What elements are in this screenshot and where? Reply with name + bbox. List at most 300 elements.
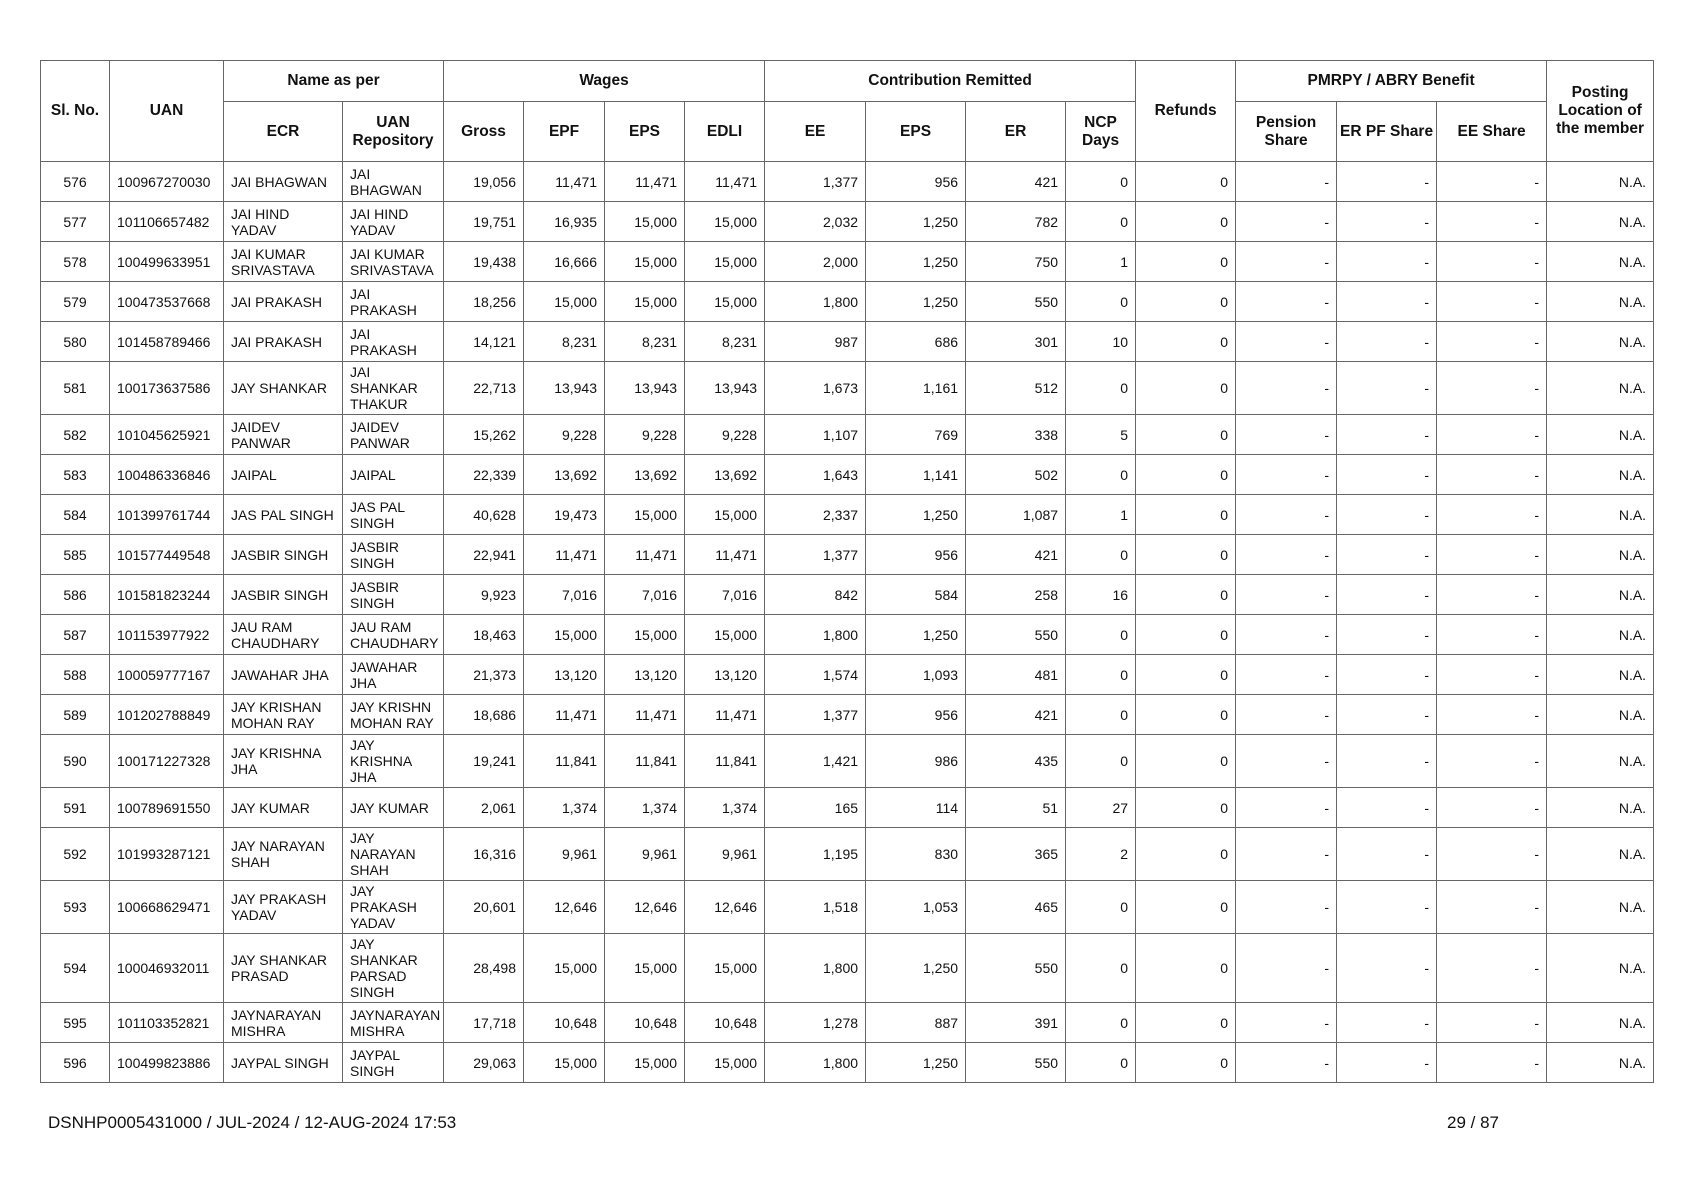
cell-ee: 2,000 — [765, 242, 866, 282]
cell-er-pf-share: - — [1337, 242, 1437, 282]
cell-uan-repository-name: JAWAHAR JHA — [343, 655, 444, 695]
cell-sl-no: 596 — [41, 1043, 110, 1083]
cell-ee: 987 — [765, 322, 866, 362]
cell-contribution-eps: 686 — [866, 322, 966, 362]
cell-refunds: 0 — [1136, 788, 1236, 828]
cell-gross: 19,241 — [444, 735, 524, 788]
cell-uan: 101581823244 — [110, 575, 224, 615]
cell-contribution-eps: 1,250 — [866, 282, 966, 322]
cell-ecr-name: JAI BHAGWAN — [224, 162, 343, 202]
cell-ee: 1,278 — [765, 1003, 866, 1043]
cell-contribution-eps: 1,250 — [866, 495, 966, 535]
cell-ee-share: - — [1437, 655, 1547, 695]
table-row — [41, 322, 1654, 362]
cell-er-pf-share: - — [1337, 162, 1437, 202]
cell-refunds: 0 — [1136, 495, 1236, 535]
cell-sl-no: 591 — [41, 788, 110, 828]
cell-er: 391 — [966, 1003, 1066, 1043]
cell-sl-no: 587 — [41, 615, 110, 655]
cell-posting-location: N.A. — [1547, 202, 1654, 242]
cell-contribution-eps: 1,141 — [866, 455, 966, 495]
cell-pension-share: - — [1236, 615, 1337, 655]
header-uan: UAN — [110, 61, 224, 162]
cell-eps: 11,471 — [605, 535, 685, 575]
cell-eps: 10,648 — [605, 1003, 685, 1043]
cell-er-pf-share: - — [1337, 202, 1437, 242]
cell-sl-no: 576 — [41, 162, 110, 202]
cell-gross: 19,751 — [444, 202, 524, 242]
cell-pension-share: - — [1236, 695, 1337, 735]
header-gross: Gross — [444, 102, 524, 162]
cell-eps: 7,016 — [605, 575, 685, 615]
cell-uan: 100499633951 — [110, 242, 224, 282]
cell-refunds: 0 — [1136, 202, 1236, 242]
table-row — [41, 881, 1654, 934]
cell-epf: 11,471 — [524, 695, 605, 735]
cell-contribution-eps: 1,250 — [866, 615, 966, 655]
cell-posting-location: N.A. — [1547, 322, 1654, 362]
cell-uan: 100059777167 — [110, 655, 224, 695]
cell-ee-share: - — [1437, 535, 1547, 575]
cell-ecr-name: JAY KUMAR — [224, 788, 343, 828]
cell-pension-share: - — [1236, 655, 1337, 695]
table-row — [41, 455, 1654, 495]
cell-refunds: 0 — [1136, 242, 1236, 282]
cell-er: 782 — [966, 202, 1066, 242]
cell-refunds: 0 — [1136, 695, 1236, 735]
cell-edli: 13,120 — [685, 655, 765, 695]
cell-er-pf-share: - — [1337, 934, 1437, 1003]
cell-gross: 16,316 — [444, 828, 524, 881]
cell-refunds: 0 — [1136, 162, 1236, 202]
cell-gross: 29,063 — [444, 1043, 524, 1083]
cell-ee: 1,518 — [765, 881, 866, 934]
cell-edli: 9,228 — [685, 415, 765, 455]
cell-eps: 12,646 — [605, 881, 685, 934]
cell-edli: 9,961 — [685, 828, 765, 881]
cell-eps: 15,000 — [605, 495, 685, 535]
cell-er: 750 — [966, 242, 1066, 282]
cell-contribution-eps: 1,250 — [866, 242, 966, 282]
cell-refunds: 0 — [1136, 934, 1236, 1003]
cell-posting-location: N.A. — [1547, 575, 1654, 615]
cell-contribution-eps: 1,053 — [866, 881, 966, 934]
cell-pension-share: - — [1236, 535, 1337, 575]
cell-gross: 9,923 — [444, 575, 524, 615]
cell-er: 51 — [966, 788, 1066, 828]
cell-sl-no: 577 — [41, 202, 110, 242]
cell-epf: 13,692 — [524, 455, 605, 495]
cell-uan-repository-name: JAYPAL SINGH — [343, 1043, 444, 1083]
cell-gross: 17,718 — [444, 1003, 524, 1043]
cell-ecr-name: JAI PRAKASH — [224, 282, 343, 322]
header-uan-repository: UAN Repository — [343, 102, 444, 162]
cell-ncp-days: 1 — [1066, 242, 1136, 282]
cell-posting-location: N.A. — [1547, 934, 1654, 1003]
cell-ecr-name: JAU RAM CHAUDHARY — [224, 615, 343, 655]
cell-ee-share: - — [1437, 202, 1547, 242]
cell-contribution-eps: 986 — [866, 735, 966, 788]
header-contribution-eps: EPS — [866, 102, 966, 162]
cell-ee-share: - — [1437, 495, 1547, 535]
cell-gross: 22,713 — [444, 362, 524, 415]
cell-ee: 1,673 — [765, 362, 866, 415]
cell-edli: 11,471 — [685, 695, 765, 735]
cell-gross: 18,686 — [444, 695, 524, 735]
header-er: ER — [966, 102, 1066, 162]
cell-er-pf-share: - — [1337, 695, 1437, 735]
cell-posting-location: N.A. — [1547, 362, 1654, 415]
cell-er: 421 — [966, 162, 1066, 202]
cell-er: 1,087 — [966, 495, 1066, 535]
cell-pension-share: - — [1236, 1043, 1337, 1083]
cell-ecr-name: JASBIR SINGH — [224, 575, 343, 615]
cell-ee-share: - — [1437, 415, 1547, 455]
table-row — [41, 655, 1654, 695]
cell-eps: 9,228 — [605, 415, 685, 455]
cell-ee: 1,377 — [765, 695, 866, 735]
cell-ee-share: - — [1437, 242, 1547, 282]
cell-pension-share: - — [1236, 881, 1337, 934]
cell-contribution-eps: 1,093 — [866, 655, 966, 695]
cell-pension-share: - — [1236, 788, 1337, 828]
cell-pension-share: - — [1236, 495, 1337, 535]
cell-refunds: 0 — [1136, 615, 1236, 655]
cell-ecr-name: JAIPAL — [224, 455, 343, 495]
header-ncp-days: NCP Days — [1066, 102, 1136, 162]
cell-pension-share: - — [1236, 162, 1337, 202]
cell-contribution-eps: 1,250 — [866, 934, 966, 1003]
cell-posting-location: N.A. — [1547, 1003, 1654, 1043]
document-id: DSNHP0005431000 / JUL-2024 / 12-AUG-2024 17:53 — [48, 1113, 457, 1132]
cell-er-pf-share: - — [1337, 655, 1437, 695]
cell-eps: 11,841 — [605, 735, 685, 788]
cell-posting-location: N.A. — [1547, 535, 1654, 575]
cell-uan: 100499823886 — [110, 1043, 224, 1083]
cell-uan-repository-name: JAY NARAYAN SHAH — [343, 828, 444, 881]
cell-uan: 100173637586 — [110, 362, 224, 415]
cell-sl-no: 588 — [41, 655, 110, 695]
cell-er: 550 — [966, 934, 1066, 1003]
cell-uan: 100789691550 — [110, 788, 224, 828]
cell-eps: 11,471 — [605, 162, 685, 202]
cell-uan: 101458789466 — [110, 322, 224, 362]
cell-posting-location: N.A. — [1547, 242, 1654, 282]
header-ee: EE — [765, 102, 866, 162]
cell-pension-share: - — [1236, 322, 1337, 362]
cell-uan: 100668629471 — [110, 881, 224, 934]
cell-uan-repository-name: JAIDEV PANWAR — [343, 415, 444, 455]
cell-ee-share: - — [1437, 788, 1547, 828]
cell-uan: 101045625921 — [110, 415, 224, 455]
cell-sl-no: 579 — [41, 282, 110, 322]
cell-ecr-name: JAY NARAYAN SHAH — [224, 828, 343, 881]
cell-epf: 12,646 — [524, 881, 605, 934]
contribution-table — [40, 60, 1654, 1083]
cell-eps: 13,120 — [605, 655, 685, 695]
cell-ncp-days: 0 — [1066, 282, 1136, 322]
table-row — [41, 162, 1654, 202]
header-edli: EDLI — [685, 102, 765, 162]
cell-contribution-eps: 769 — [866, 415, 966, 455]
cell-er: 550 — [966, 615, 1066, 655]
cell-uan-repository-name: JAS PAL SINGH — [343, 495, 444, 535]
cell-sl-no: 584 — [41, 495, 110, 535]
cell-ncp-days: 1 — [1066, 495, 1136, 535]
cell-ecr-name: JAY SHANKAR PRASAD — [224, 934, 343, 1003]
cell-ee-share: - — [1437, 322, 1547, 362]
cell-ecr-name: JAIDEV PANWAR — [224, 415, 343, 455]
table-row — [41, 242, 1654, 282]
cell-er: 421 — [966, 535, 1066, 575]
cell-er-pf-share: - — [1337, 322, 1437, 362]
cell-ncp-days: 0 — [1066, 695, 1136, 735]
cell-edli: 11,841 — [685, 735, 765, 788]
table-body — [41, 162, 1654, 1083]
cell-er-pf-share: - — [1337, 362, 1437, 415]
table-row — [41, 535, 1654, 575]
cell-refunds: 0 — [1136, 1043, 1236, 1083]
page-number: 29 / 87 — [1447, 1113, 1499, 1132]
cell-posting-location: N.A. — [1547, 881, 1654, 934]
header-name-as-per: Name as per — [224, 61, 444, 102]
cell-epf: 16,666 — [524, 242, 605, 282]
header-sl-no: Sl. No. — [41, 61, 110, 162]
cell-contribution-eps: 887 — [866, 1003, 966, 1043]
cell-ee: 1,377 — [765, 162, 866, 202]
cell-sl-no: 594 — [41, 934, 110, 1003]
cell-ncp-days: 16 — [1066, 575, 1136, 615]
cell-ecr-name: JAY PRAKASH YADAV — [224, 881, 343, 934]
cell-gross: 2,061 — [444, 788, 524, 828]
table-row — [41, 828, 1654, 881]
cell-refunds: 0 — [1136, 655, 1236, 695]
cell-eps: 13,692 — [605, 455, 685, 495]
cell-sl-no: 582 — [41, 415, 110, 455]
cell-refunds: 0 — [1136, 322, 1236, 362]
cell-uan-repository-name: JAY SHANKAR PARSAD SINGH — [343, 934, 444, 1003]
cell-ncp-days: 0 — [1066, 1003, 1136, 1043]
cell-er-pf-share: - — [1337, 495, 1437, 535]
cell-eps: 15,000 — [605, 282, 685, 322]
cell-gross: 22,941 — [444, 535, 524, 575]
cell-ncp-days: 0 — [1066, 535, 1136, 575]
cell-ee-share: - — [1437, 455, 1547, 495]
cell-er-pf-share: - — [1337, 282, 1437, 322]
cell-ee-share: - — [1437, 282, 1547, 322]
header-pmrpy-abry: PMRPY / ABRY Benefit — [1236, 61, 1547, 102]
cell-pension-share: - — [1236, 735, 1337, 788]
cell-ncp-days: 0 — [1066, 1043, 1136, 1083]
cell-er-pf-share: - — [1337, 881, 1437, 934]
cell-er-pf-share: - — [1337, 455, 1437, 495]
cell-posting-location: N.A. — [1547, 455, 1654, 495]
cell-refunds: 0 — [1136, 735, 1236, 788]
cell-er: 301 — [966, 322, 1066, 362]
cell-edli: 15,000 — [685, 615, 765, 655]
cell-ee-share: - — [1437, 1003, 1547, 1043]
cell-ee: 1,377 — [765, 535, 866, 575]
table-row — [41, 934, 1654, 1003]
header-pension-share: Pension Share — [1236, 102, 1337, 162]
cell-gross: 18,463 — [444, 615, 524, 655]
cell-ee: 2,032 — [765, 202, 866, 242]
cell-uan-repository-name: JAYNARAYAN MISHRA — [343, 1003, 444, 1043]
cell-ee: 165 — [765, 788, 866, 828]
cell-ncp-days: 0 — [1066, 735, 1136, 788]
cell-edli: 12,646 — [685, 881, 765, 934]
cell-contribution-eps: 114 — [866, 788, 966, 828]
cell-eps: 15,000 — [605, 242, 685, 282]
cell-pension-share: - — [1236, 362, 1337, 415]
cell-epf: 10,648 — [524, 1003, 605, 1043]
cell-posting-location: N.A. — [1547, 415, 1654, 455]
cell-ee: 1,421 — [765, 735, 866, 788]
cell-pension-share: - — [1236, 415, 1337, 455]
cell-ncp-days: 0 — [1066, 362, 1136, 415]
cell-uan-repository-name: JAY KUMAR — [343, 788, 444, 828]
cell-eps: 11,471 — [605, 695, 685, 735]
cell-edli: 15,000 — [685, 495, 765, 535]
table-row — [41, 735, 1654, 788]
cell-edli: 15,000 — [685, 282, 765, 322]
cell-gross: 21,373 — [444, 655, 524, 695]
table-row — [41, 1003, 1654, 1043]
cell-er-pf-share: - — [1337, 1043, 1437, 1083]
cell-sl-no: 592 — [41, 828, 110, 881]
cell-ee: 1,800 — [765, 282, 866, 322]
cell-ncp-days: 0 — [1066, 455, 1136, 495]
table-row — [41, 695, 1654, 735]
cell-ecr-name: JAI HIND YADAV — [224, 202, 343, 242]
cell-uan: 101577449548 — [110, 535, 224, 575]
cell-gross: 18,256 — [444, 282, 524, 322]
cell-posting-location: N.A. — [1547, 788, 1654, 828]
cell-posting-location: N.A. — [1547, 828, 1654, 881]
cell-edli: 15,000 — [685, 1043, 765, 1083]
cell-epf: 15,000 — [524, 934, 605, 1003]
cell-er: 258 — [966, 575, 1066, 615]
cell-er: 421 — [966, 695, 1066, 735]
cell-er: 338 — [966, 415, 1066, 455]
cell-sl-no: 589 — [41, 695, 110, 735]
cell-uan-repository-name: JAI KUMAR SRIVASTAVA — [343, 242, 444, 282]
cell-sl-no: 590 — [41, 735, 110, 788]
cell-ee-share: - — [1437, 575, 1547, 615]
cell-gross: 19,438 — [444, 242, 524, 282]
cell-uan-repository-name: JASBIR SINGH — [343, 575, 444, 615]
cell-pension-share: - — [1236, 934, 1337, 1003]
cell-uan-repository-name: JAY KRISHNA JHA — [343, 735, 444, 788]
cell-refunds: 0 — [1136, 1003, 1236, 1043]
cell-sl-no: 578 — [41, 242, 110, 282]
cell-ee-share: - — [1437, 162, 1547, 202]
header-ee-share: EE Share — [1437, 102, 1547, 162]
cell-ecr-name: JAYPAL SINGH — [224, 1043, 343, 1083]
cell-ee: 2,337 — [765, 495, 866, 535]
table-row — [41, 415, 1654, 455]
cell-uan: 101153977922 — [110, 615, 224, 655]
cell-gross: 20,601 — [444, 881, 524, 934]
cell-gross: 40,628 — [444, 495, 524, 535]
cell-edli: 11,471 — [685, 535, 765, 575]
cell-edli: 15,000 — [685, 202, 765, 242]
cell-sl-no: 581 — [41, 362, 110, 415]
cell-epf: 1,374 — [524, 788, 605, 828]
cell-ncp-days: 0 — [1066, 162, 1136, 202]
cell-uan-repository-name: JAY KRISHN MOHAN RAY — [343, 695, 444, 735]
cell-ecr-name: JAI PRAKASH — [224, 322, 343, 362]
table-row — [41, 362, 1654, 415]
cell-posting-location: N.A. — [1547, 282, 1654, 322]
cell-sl-no: 586 — [41, 575, 110, 615]
cell-uan: 100473537668 — [110, 282, 224, 322]
cell-contribution-eps: 956 — [866, 162, 966, 202]
cell-edli: 10,648 — [685, 1003, 765, 1043]
cell-uan-repository-name: JAI SHANKAR THAKUR — [343, 362, 444, 415]
cell-eps: 13,943 — [605, 362, 685, 415]
header-refunds: Refunds — [1136, 61, 1236, 162]
cell-contribution-eps: 584 — [866, 575, 966, 615]
cell-ncp-days: 0 — [1066, 202, 1136, 242]
cell-edli: 1,374 — [685, 788, 765, 828]
cell-epf: 9,228 — [524, 415, 605, 455]
cell-uan: 100486336846 — [110, 455, 224, 495]
cell-epf: 19,473 — [524, 495, 605, 535]
cell-refunds: 0 — [1136, 828, 1236, 881]
cell-uan: 101399761744 — [110, 495, 224, 535]
cell-ecr-name: JAS PAL SINGH — [224, 495, 343, 535]
cell-ee: 1,574 — [765, 655, 866, 695]
cell-contribution-eps: 1,250 — [866, 1043, 966, 1083]
cell-er: 435 — [966, 735, 1066, 788]
cell-eps: 15,000 — [605, 615, 685, 655]
cell-eps: 15,000 — [605, 202, 685, 242]
cell-er: 550 — [966, 282, 1066, 322]
table-row — [41, 282, 1654, 322]
table-header — [41, 61, 1654, 162]
cell-pension-share: - — [1236, 202, 1337, 242]
header-wages: Wages — [444, 61, 765, 102]
cell-sl-no: 593 — [41, 881, 110, 934]
cell-gross: 19,056 — [444, 162, 524, 202]
cell-uan-repository-name: JAI PRAKASH — [343, 282, 444, 322]
cell-sl-no: 583 — [41, 455, 110, 495]
cell-epf: 7,016 — [524, 575, 605, 615]
cell-edli: 11,471 — [685, 162, 765, 202]
cell-ee-share: - — [1437, 1043, 1547, 1083]
cell-contribution-eps: 1,250 — [866, 202, 966, 242]
table-row — [41, 575, 1654, 615]
cell-ncp-days: 0 — [1066, 881, 1136, 934]
cell-ncp-days: 2 — [1066, 828, 1136, 881]
header-posting-location: Posting Location of the member — [1547, 61, 1654, 162]
cell-ee-share: - — [1437, 695, 1547, 735]
cell-contribution-eps: 830 — [866, 828, 966, 881]
cell-edli: 13,943 — [685, 362, 765, 415]
cell-epf: 15,000 — [524, 1043, 605, 1083]
cell-eps: 8,231 — [605, 322, 685, 362]
cell-ecr-name: JASBIR SINGH — [224, 535, 343, 575]
cell-uan: 100171227328 — [110, 735, 224, 788]
cell-epf: 16,935 — [524, 202, 605, 242]
cell-refunds: 0 — [1136, 881, 1236, 934]
cell-eps: 1,374 — [605, 788, 685, 828]
cell-pension-share: - — [1236, 1003, 1337, 1043]
cell-gross: 28,498 — [444, 934, 524, 1003]
cell-eps: 9,961 — [605, 828, 685, 881]
cell-refunds: 0 — [1136, 455, 1236, 495]
